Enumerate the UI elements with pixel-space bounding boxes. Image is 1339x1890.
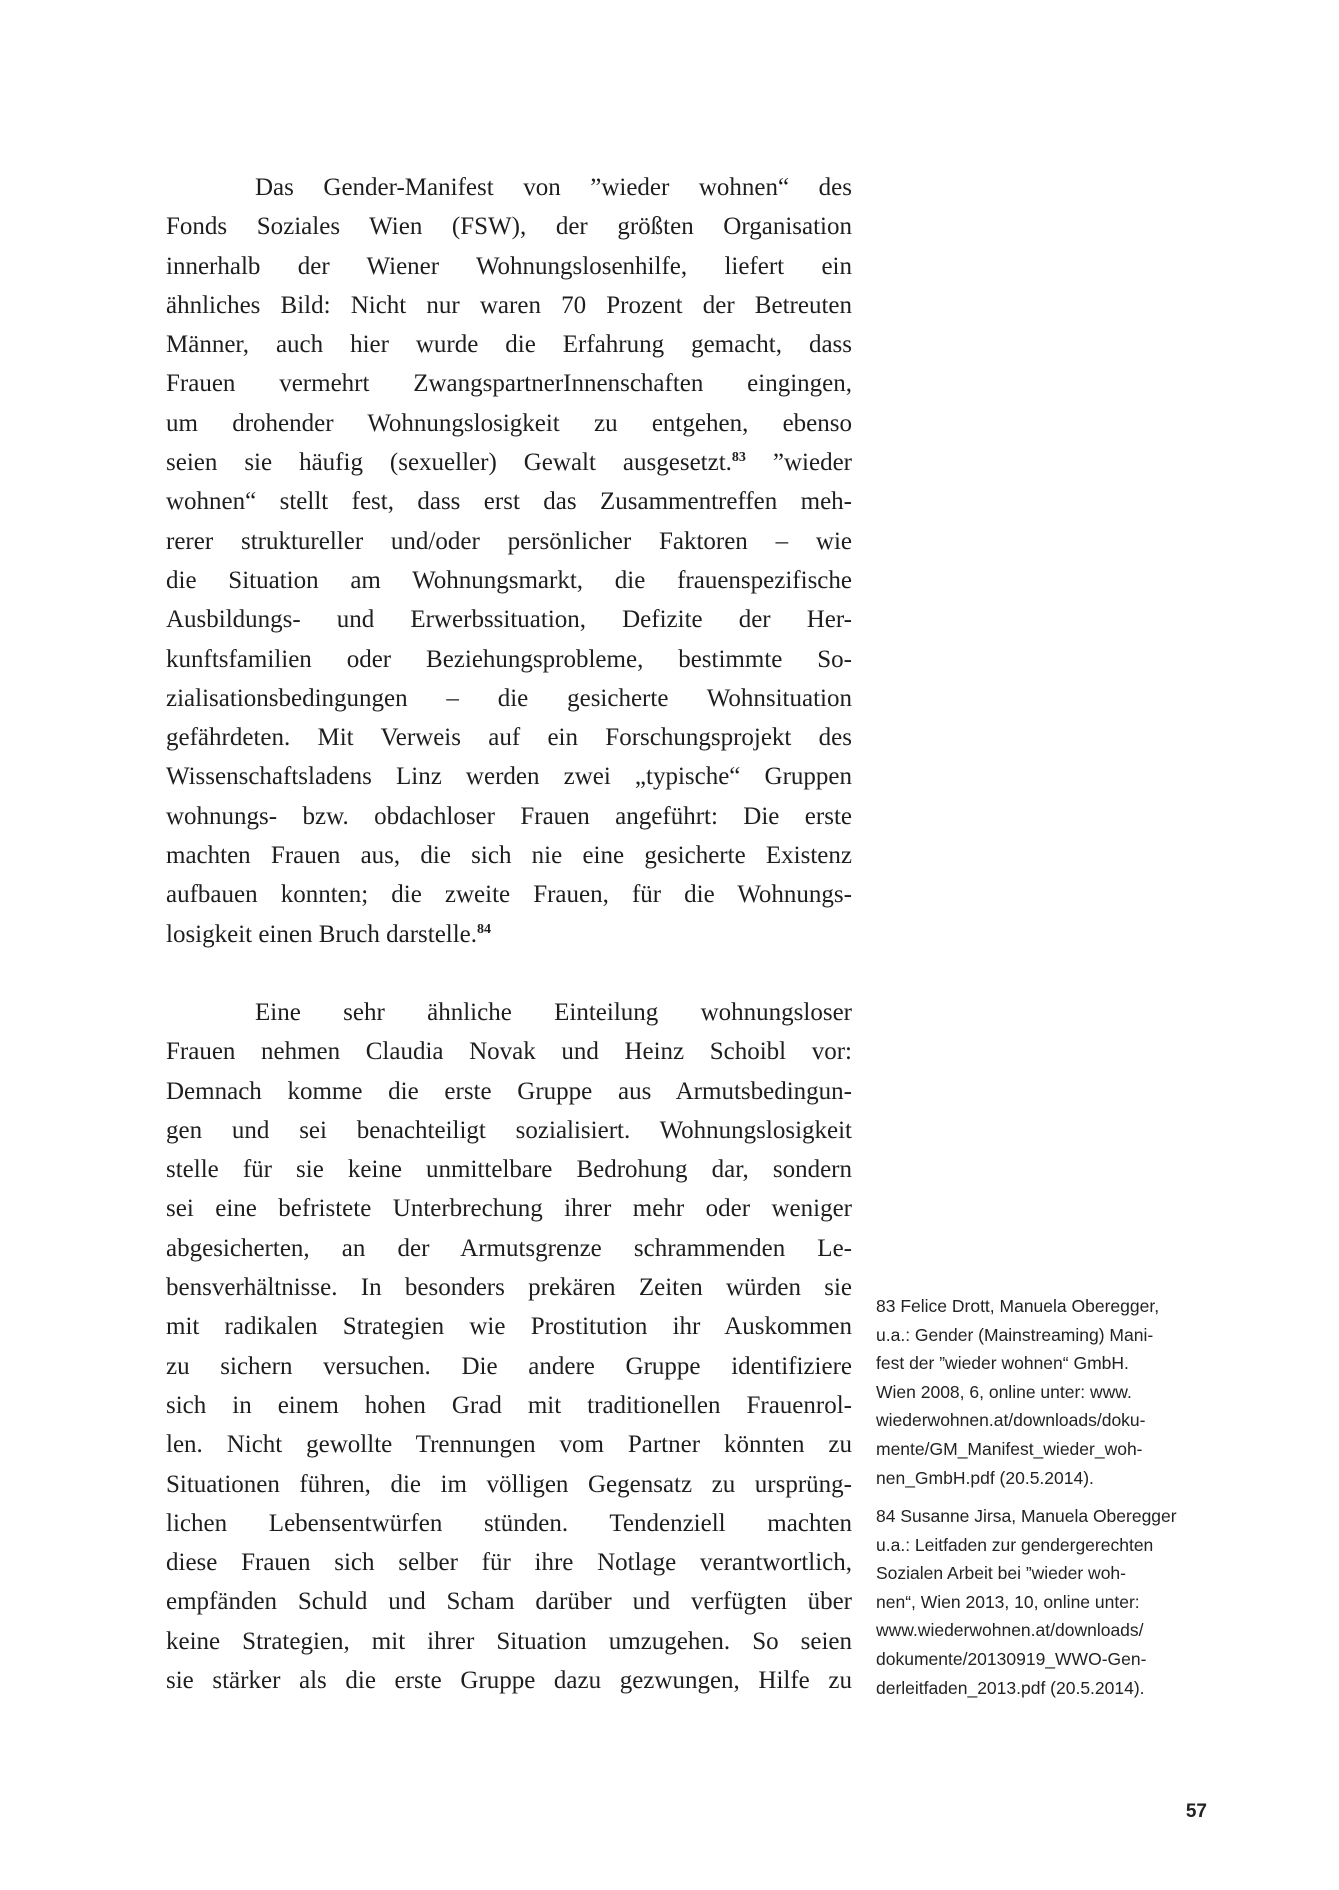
- footnote-line: dokumente/20130919_WWO-Gen-: [876, 1648, 1147, 1669]
- body-paragraph-2: [166, 993, 852, 1700]
- text-run: sei eine befristete Unterbrechung ihrer mehr oder weniger: [166, 1195, 852, 1223]
- text-line: [166, 1661, 852, 1700]
- text-run: Ausbildungs- und Erwerbssituation, Defizite der Her-: [166, 606, 852, 634]
- text-line: [166, 640, 852, 679]
- text-run: Männer, auch hier wurde die Erfahrung gemacht, dass: [166, 331, 852, 359]
- text-run: Situationen führen, die im völligen Gegensatz zu ursprüng-: [166, 1470, 852, 1498]
- text-line: [166, 1229, 852, 1268]
- text-run: aufbauen konnten; die zweite Frauen, für die Wohnungs-: [166, 881, 852, 909]
- text-line: [166, 404, 852, 443]
- text-run: machten Frauen aus, die sich nie eine gesicherte Existenz: [166, 842, 852, 870]
- text-run: wohnen“ stellt fest, dass erst das Zusammentreffen meh-: [166, 488, 852, 516]
- text-run: Das Gender-Manifest von ”wieder wohnen“ des: [255, 174, 852, 201]
- text-run: zu sichern versuchen. Die andere Gruppe identifiziere: [166, 1352, 852, 1380]
- text-run: ähnliches Bild: Nicht nur waren 70 Prozent der Betreuten: [166, 291, 852, 319]
- text-line: [166, 1268, 852, 1307]
- text-line: [166, 797, 852, 836]
- text-run: sich in einem hohen Grad mit traditionellen Frauenrol-: [166, 1391, 852, 1419]
- text-run: ”wieder: [745, 449, 852, 477]
- text-run: wohnungs- bzw. obdachloser Frauen angeführt: Die erste: [166, 802, 852, 830]
- text-line: [166, 1504, 852, 1543]
- footnote-line: wiederwohnen.at/downloads/doku-: [876, 1410, 1146, 1431]
- footnote-line: 83 Felice Drott, Manuela Oberegger,: [876, 1296, 1160, 1316]
- footnote-line: Wien 2008, 6, online unter: www.: [876, 1381, 1132, 1402]
- footnote-line: nen_GmbH.pdf (20.5.2014).: [876, 1467, 1094, 1488]
- text-run: losigkeit einen Bruch darstelle.: [166, 920, 478, 948]
- text-run: lichen Lebensentwürfen stünden. Tendenziell machten: [166, 1509, 852, 1537]
- text-run: diese Frauen sich selber für ihre Notlage verantwortlich,: [166, 1549, 852, 1577]
- text-line: [166, 1150, 852, 1189]
- text-run: stelle für sie keine unmittelbare Bedrohung dar, sondern: [166, 1156, 852, 1184]
- text-line: [166, 1465, 852, 1504]
- text-line: [166, 1307, 852, 1346]
- text-line: [166, 1032, 852, 1071]
- text-line: [166, 247, 852, 286]
- text-run: len. Nicht gewollte Trennungen vom Partner könnten zu: [166, 1431, 852, 1459]
- text-line: [166, 1425, 852, 1464]
- text-line: [166, 1111, 852, 1150]
- text-run: kunftsfamilien oder Beziehungsprobleme, bestimmte So-: [166, 645, 852, 673]
- footnote-line: derleitfaden_2013.pdf (20.5.2014).: [876, 1677, 1145, 1698]
- text-run: sie stärker als die erste Gruppe dazu gezwungen, Hilfe zu: [166, 1667, 852, 1695]
- text-line: [166, 718, 852, 757]
- text-run: Fonds Soziales Wien (FSW), der größten Organisation: [166, 213, 852, 241]
- text-line: [166, 482, 852, 521]
- text-run: Demnach komme die erste Gruppe aus Armutsbedingun-: [166, 1077, 852, 1105]
- text-line: [166, 915, 852, 954]
- text-line: [166, 1622, 852, 1661]
- text-line: [166, 836, 852, 875]
- text-run: die Situation am Wohnungsmarkt, die frauenspezifische: [166, 566, 852, 594]
- footnote-line: u.a.: Leitfaden zur gendergerechten: [876, 1534, 1154, 1555]
- text-line: [166, 1072, 852, 1111]
- text-run: Frauen vermehrt ZwangspartnerInnenschaften eingingen,: [166, 370, 852, 398]
- text-line: [166, 325, 852, 364]
- text-line: [166, 1347, 852, 1386]
- text-run: abgesicherten, an der Armutsgrenze schrammenden Le-: [166, 1234, 852, 1262]
- footnote-line: nen“, Wien 2013, 10, online unter:: [876, 1591, 1140, 1612]
- text-run: keine Strategien, mit ihrer Situation umzugehen. So seien: [166, 1627, 852, 1655]
- text-line: [166, 522, 852, 561]
- text-run: rerer struktureller und/oder persönlicher Faktoren – wie: [166, 527, 852, 555]
- text-run: seien sie häufig (sexueller) Gewalt ausgesetzt.: [166, 449, 732, 477]
- text-line: [166, 561, 852, 600]
- text-run: Eine sehr ähnliche Einteilung wohnungsloser: [255, 999, 852, 1026]
- footnote-reference[interactable]: 83: [731, 450, 746, 466]
- text-line: [166, 757, 852, 796]
- text-line: [166, 364, 852, 403]
- text-run: gen und sei benachteiligt sozialisiert. Wohnungslosigkeit: [166, 1116, 852, 1144]
- text-run: Wissenschaftsladens Linz werden zwei „typische“ Gruppen: [166, 763, 852, 791]
- footnote-line: u.a.: Gender (Mainstreaming) Mani-: [876, 1324, 1154, 1345]
- text-run: zialisationsbedingungen – die gesicherte Wohnsituation: [166, 684, 852, 712]
- text-line: [166, 168, 852, 207]
- text-line: [166, 1543, 852, 1582]
- text-line: [166, 207, 852, 246]
- footnote-reference[interactable]: 84: [477, 921, 492, 937]
- footnote-line: www.wiederwohnen.at/downloads/: [876, 1620, 1144, 1641]
- text-line: [166, 679, 852, 718]
- body-paragraph-1: [166, 168, 852, 954]
- text-run: um drohender Wohnungslosigkeit zu entgehen, ebenso: [166, 409, 852, 437]
- footnote-line: Sozialen Arbeit bei ”wieder woh-: [876, 1563, 1126, 1584]
- text-line: [166, 1582, 852, 1621]
- text-run: innerhalb der Wiener Wohnungslosenhilfe, liefert ein: [166, 252, 852, 280]
- footnote-83: [876, 1292, 1216, 1492]
- text-line: [166, 993, 852, 1032]
- text-line: [166, 1386, 852, 1425]
- footnote-84: [876, 1502, 1216, 1702]
- text-line: [166, 600, 852, 639]
- text-line: [166, 286, 852, 325]
- text-line: [166, 875, 852, 914]
- text-line: [166, 1189, 852, 1228]
- text-run: mit radikalen Strategien wie Prostitution ihr Auskommen: [166, 1313, 852, 1341]
- page-number: 57: [1185, 1801, 1207, 1822]
- footnote-line: fest der ”wieder wohnen“ GmbH.: [876, 1353, 1129, 1374]
- footnote-line: 84 Susanne Jirsa, Manuela Oberegger: [876, 1506, 1177, 1526]
- text-run: gefährdeten. Mit Verweis auf ein Forschungsprojekt des: [166, 724, 852, 752]
- footnote-line: mente/GM_Manifest_wieder_woh-: [876, 1438, 1143, 1459]
- text-run: bensverhältnisse. In besonders prekären Zeiten würden sie: [166, 1274, 852, 1302]
- text-run: Frauen nehmen Claudia Novak und Heinz Schoibl vor:: [166, 1038, 852, 1066]
- text-run: empfänden Schuld und Scham darüber und verfügten über: [166, 1588, 852, 1616]
- text-line: [166, 443, 852, 482]
